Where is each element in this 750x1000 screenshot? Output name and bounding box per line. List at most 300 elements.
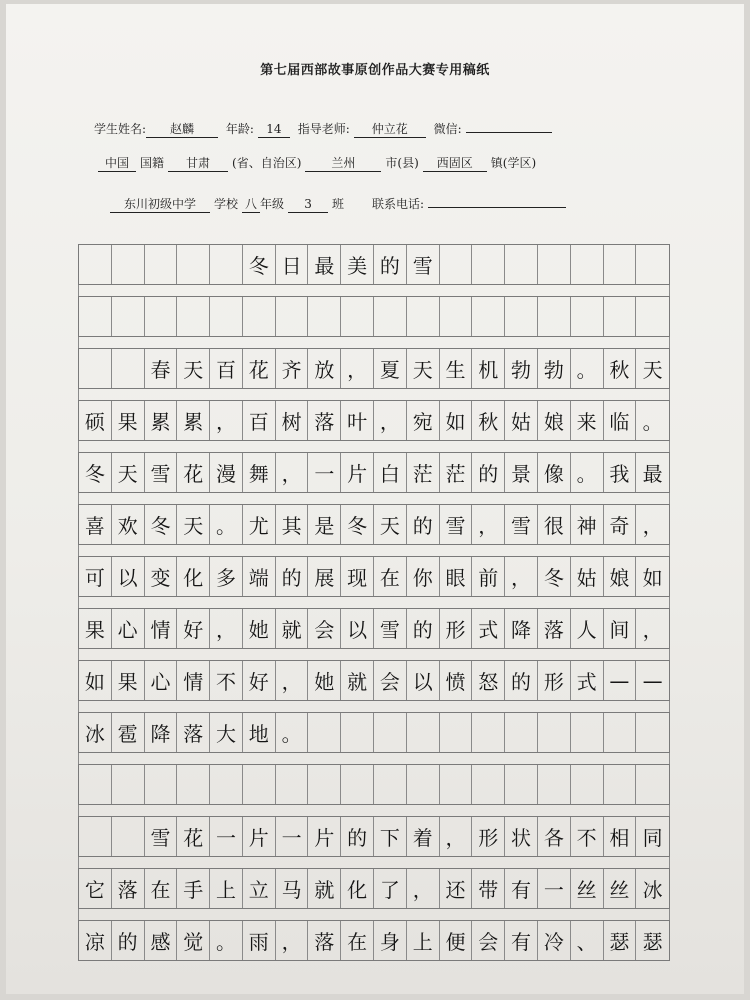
grid-cell: 身 [374,921,407,960]
grid-cell: 累 [177,401,210,440]
teacher-label: 指导老师: [297,122,350,136]
row-gap [78,493,670,504]
grid-cell: 的 [505,661,538,700]
grid-cell: 雪 [407,245,440,284]
grid-cell: 冬 [341,505,374,544]
grade-value: 八 [242,197,260,213]
grid-cell: 姑 [571,557,604,596]
grid-cell: — [604,661,637,700]
grid-cell [440,713,473,752]
grid-cell: 神 [571,505,604,544]
grid-cell: 凉 [79,921,112,960]
grid-cell: 前 [472,557,505,596]
grid-cell: 地 [243,713,276,752]
grid-cell: 我 [604,453,637,492]
grid-cell: ， [341,349,374,388]
grid-cell [440,765,473,804]
row-gap [78,441,670,452]
grid-cell [407,713,440,752]
grid-cell: 着 [407,817,440,856]
grid-cell: 片 [341,453,374,492]
grid-cell [79,765,112,804]
grid-cell: 会 [374,661,407,700]
grid-cell: 白 [374,453,407,492]
grid-cell: — [642,668,663,693]
grid-cell: 娘 [538,401,571,440]
grid-cell [210,245,243,284]
grid-cell [407,765,440,804]
grid-cell: 如 [79,661,112,700]
city-label: 市(县) [385,156,419,170]
grid-cell: 手 [177,869,210,908]
grid-row [78,660,670,701]
grid-row [78,452,670,493]
grid-row [78,920,670,961]
grid-cell: 天 [177,349,210,388]
grid-cell: 花 [177,453,210,492]
row-gap [78,701,670,712]
grid-cell: 间 [604,609,637,648]
grid-cell: 雪 [145,453,178,492]
grid-cell: 状 [505,817,538,856]
age-value: 14 [258,122,290,138]
grid-cell: 冬 [243,245,276,284]
grid-cell: ， [407,869,440,908]
grid-row [78,712,670,753]
student-name-value: 赵麟 [146,122,218,138]
grid-cell: 端 [243,557,276,596]
grid-cell [407,297,440,336]
grid-cell: 好 [243,661,276,700]
grid-cell: ， [642,618,663,642]
grid-cell: 天 [642,358,663,382]
grid-cell: 的 [407,505,440,544]
grid-cell: 形 [538,661,571,700]
grid-row [78,400,670,441]
grid-cell: 愤 [440,661,473,700]
grid-cell: 秋 [472,401,505,440]
grid-cell: 冰 [642,878,663,902]
grid-cell: 。 [571,349,604,388]
grid-cell [440,297,473,336]
grid-cell: 落 [177,713,210,752]
grid-cell: 冰 [79,713,112,752]
grid-cell: 落 [308,401,341,440]
grid-cell: 以 [112,557,145,596]
grid-cell: 。 [571,453,604,492]
grid-cell: 像 [538,453,571,492]
grid-cell: 果 [112,661,145,700]
grid-cell: 雪 [374,609,407,648]
grid-cell [79,245,112,284]
grid-cell: 雹 [112,713,145,752]
grid-cell: 以 [407,661,440,700]
grid-cell: 。 [210,505,243,544]
grid-cell: 上 [407,921,440,960]
grid-cell: 舞 [243,453,276,492]
province-value: 甘肃 [168,156,228,172]
grid-cell [341,713,374,752]
grid-cell [472,713,505,752]
grid-cell [308,713,341,752]
school-label: 学校 [214,197,239,211]
grid-cell [243,765,276,804]
grid-cell: 带 [472,869,505,908]
grid-cell: ， [505,557,538,596]
grid-cell: 觉 [177,921,210,960]
grid-cell: 人 [571,609,604,648]
grid-cell: 情 [177,661,210,700]
grid-cell [571,245,604,284]
grid-cell: 宛 [407,401,440,440]
grid-row [78,348,670,389]
grid-cell: 很 [538,505,571,544]
grid-cell: 累 [145,401,178,440]
grid-cell: 不 [571,817,604,856]
grid-cell: ， [210,401,243,440]
grid-cell [210,765,243,804]
grid-cell: 她 [308,661,341,700]
grid-cell: 果 [79,609,112,648]
grid-cell [472,765,505,804]
grid-cell [538,713,571,752]
phone-value [428,192,566,208]
grid-cell: 就 [308,869,341,908]
grid-row [78,504,670,545]
grid-cell: 便 [440,921,473,960]
grid-cell [79,349,112,388]
grid-cell: 齐 [276,349,309,388]
grid-cell: 变 [145,557,178,596]
grid-cell: 的 [472,453,505,492]
grid-cell: 的 [374,245,407,284]
grid-cell: 好 [177,609,210,648]
grid-cell: 的 [341,817,374,856]
grid-cell [210,297,243,336]
grid-cell: 的 [276,557,309,596]
grid-cell: 茫 [407,453,440,492]
grid-cell: 式 [571,661,604,700]
grid-cell: ， [440,817,473,856]
grid-cell: 百 [243,401,276,440]
province-label: (省、自治区) [232,156,302,170]
grid-cell [112,817,145,856]
grid-cell [604,245,637,284]
grid-cell [505,297,538,336]
grid-cell [538,245,571,284]
grid-cell: 会 [308,609,341,648]
grid-cell: 展 [308,557,341,596]
grid-cell: 大 [210,713,243,752]
grid-cell: 如 [440,401,473,440]
grid-cell [145,297,178,336]
grid-row [78,764,670,805]
grid-cell: 在 [341,921,374,960]
grid-cell [308,765,341,804]
grid-cell [177,765,210,804]
age-label: 年龄: [225,122,254,136]
grid-cell: 如 [642,566,663,590]
grid-cell: 它 [79,869,112,908]
grid-cell: 百 [210,349,243,388]
grid-cell [636,713,669,752]
grid-cell: 来 [571,401,604,440]
grid-cell [276,297,309,336]
school-value: 东川初级中学 [110,197,210,213]
grid-cell: 心 [112,609,145,648]
grid-cell [571,297,604,336]
grid-cell: 落 [112,869,145,908]
grid-cell: 。 [642,410,663,434]
teacher-value: 仲立花 [354,122,426,138]
grid-cell [341,765,374,804]
grid-cell: 冬 [145,505,178,544]
grid-cell [112,349,145,388]
grid-cell: 现 [341,557,374,596]
info-line-2 [98,154,540,172]
grid-row [78,556,670,597]
grid-cell: 花 [243,349,276,388]
grid-cell: 果 [112,401,145,440]
info-line-1 [94,117,552,138]
grid-cell: 。 [210,921,243,960]
grid-cell: 情 [145,609,178,648]
grid-cell: 化 [341,869,374,908]
grid-cell: 降 [505,609,538,648]
row-gap [78,805,670,816]
row-gap [78,389,670,400]
row-gap [78,545,670,556]
grid-cell [538,297,571,336]
grid-cell: 、 [571,921,604,960]
class-label: 班 [332,197,345,211]
grid-cell: 冬 [538,557,571,596]
grid-cell: 娘 [604,557,637,596]
grid-cell [604,297,637,336]
grid-cell [571,713,604,752]
grid-cell: 漫 [210,453,243,492]
grid-row [78,868,670,909]
city-value: 兰州 [305,156,381,172]
grid-cell: 立 [243,869,276,908]
grid-cell: 会 [472,921,505,960]
grade-label: 年级 [260,197,285,211]
grid-cell [604,765,637,804]
grid-cell: 相 [604,817,637,856]
grid-cell: 瑟 [642,930,663,954]
manuscript-paper [6,4,744,994]
grid-cell: 冷 [538,921,571,960]
grid-cell: 丝 [604,869,637,908]
grid-cell: 雪 [505,505,538,544]
grid-cell: 同 [642,826,663,850]
grid-cell: 花 [177,817,210,856]
grid-cell: 春 [145,349,178,388]
grid-row [78,816,670,857]
grid-cell: 是 [308,505,341,544]
grid-cell: 你 [407,557,440,596]
grid-cell: 片 [243,817,276,856]
grid-cell: 放 [308,349,341,388]
grid-cell: ， [210,609,243,648]
grid-cell: 的 [407,609,440,648]
grid-cell: 最 [308,245,341,284]
grid-cell [79,297,112,336]
grid-cell: 一 [210,817,243,856]
grid-cell: 在 [145,869,178,908]
grid-cell: 落 [538,609,571,648]
info-line-3 [110,192,566,213]
grid-cell: 日 [276,245,309,284]
grid-cell: 各 [538,817,571,856]
grid-cell [112,245,145,284]
grid-cell: ， [276,661,309,700]
row-gap [78,753,670,764]
grid-cell: 在 [374,557,407,596]
grid-cell: 一 [538,869,571,908]
grid-cell: 临 [604,401,637,440]
grid-cell: 夏 [374,349,407,388]
grid-cell: 有 [505,921,538,960]
grid-cell: 奇 [604,505,637,544]
grid-cell [374,297,407,336]
grid-cell [177,297,210,336]
grid-cell: 机 [472,349,505,388]
row-gap [78,597,670,608]
grid-cell: 上 [210,869,243,908]
grid-cell: 姑 [505,401,538,440]
grid-cell: 其 [276,505,309,544]
grid-cell: 下 [374,817,407,856]
grid-cell [177,245,210,284]
grid-cell: 生 [440,349,473,388]
grid-cell [505,765,538,804]
grid-cell [636,765,669,804]
grid-cell: 感 [145,921,178,960]
grid-cell: 天 [177,505,210,544]
writing-grid [78,244,670,954]
wechat-value [466,117,552,133]
grid-cell: 降 [145,713,178,752]
grid-cell [308,297,341,336]
grid-cell: 式 [472,609,505,648]
grid-row [78,608,670,649]
grid-cell: 茫 [440,453,473,492]
grid-cell [604,713,637,752]
grid-cell [112,297,145,336]
grid-cell: 尤 [243,505,276,544]
grid-cell: 天 [407,349,440,388]
grid-cell: ， [374,401,407,440]
student-name-label: 学生姓名: [94,122,147,136]
grid-cell: 喜 [79,505,112,544]
grid-cell: 雪 [145,817,178,856]
grid-cell: 多 [210,557,243,596]
grid-cell [505,713,538,752]
row-gap [78,857,670,868]
grid-cell: 片 [308,817,341,856]
grid-cell: ， [276,921,309,960]
row-gap [78,909,670,920]
grid-cell: 马 [276,869,309,908]
grid-cell [472,245,505,284]
grid-cell [636,297,669,336]
row-gap [78,337,670,348]
grid-cell: 心 [145,661,178,700]
grid-cell: 可 [79,557,112,596]
grid-cell: 冬 [79,453,112,492]
grid-cell: 就 [276,609,309,648]
grid-cell: 一 [276,817,309,856]
grid-cell [374,713,407,752]
grid-cell: 硕 [79,401,112,440]
grid-cell: 的 [112,921,145,960]
grid-cell: 眼 [440,557,473,596]
phone-label: 联系电话: [372,197,425,211]
wechat-label: 微信: [433,122,462,136]
grid-cell: 瑟 [604,921,637,960]
grid-cell: 勃 [538,349,571,388]
country-value: 中国 [98,156,136,172]
grid-cell [538,765,571,804]
grid-cell: 怒 [472,661,505,700]
grid-cell: 一 [308,453,341,492]
class-value: 3 [288,197,328,213]
grid-row [78,244,670,285]
grid-cell: 叶 [341,401,374,440]
grid-cell [145,765,178,804]
district-value: 西固区 [423,156,487,172]
grid-cell: ， [642,514,663,538]
grid-cell [636,245,669,284]
grid-cell: 不 [210,661,243,700]
grid-cell [374,765,407,804]
page-title: 第七届西部故事原创作品大赛专用稿纸 [260,63,490,78]
row-gap [78,649,670,660]
grid-cell: 欢 [112,505,145,544]
grid-cell: 雨 [243,921,276,960]
grid-cell: 雪 [440,505,473,544]
grid-cell: 天 [374,505,407,544]
district-label: 镇(学区) [490,156,537,170]
grid-cell: 勃 [505,349,538,388]
grid-cell: 以 [341,609,374,648]
grid-cell: 她 [243,609,276,648]
grid-cell [341,297,374,336]
grid-cell: 最 [642,462,663,486]
grid-cell: 有 [505,869,538,908]
grid-cell: 了 [374,869,407,908]
grid-cell: 景 [505,453,538,492]
grid-cell [571,765,604,804]
grid-cell [112,765,145,804]
grid-cell: 还 [440,869,473,908]
grid-row [78,296,670,337]
grid-cell: ， [276,453,309,492]
grid-cell: ， [472,505,505,544]
grid-cell [276,765,309,804]
grid-cell: 。 [276,713,309,752]
grid-cell: 形 [472,817,505,856]
grid-cell [440,245,473,284]
grid-cell: 落 [308,921,341,960]
nationality-label: 国籍 [140,156,165,170]
grid-cell [243,297,276,336]
grid-cell [145,245,178,284]
grid-cell [472,297,505,336]
grid-cell: 天 [112,453,145,492]
grid-cell: 就 [341,661,374,700]
